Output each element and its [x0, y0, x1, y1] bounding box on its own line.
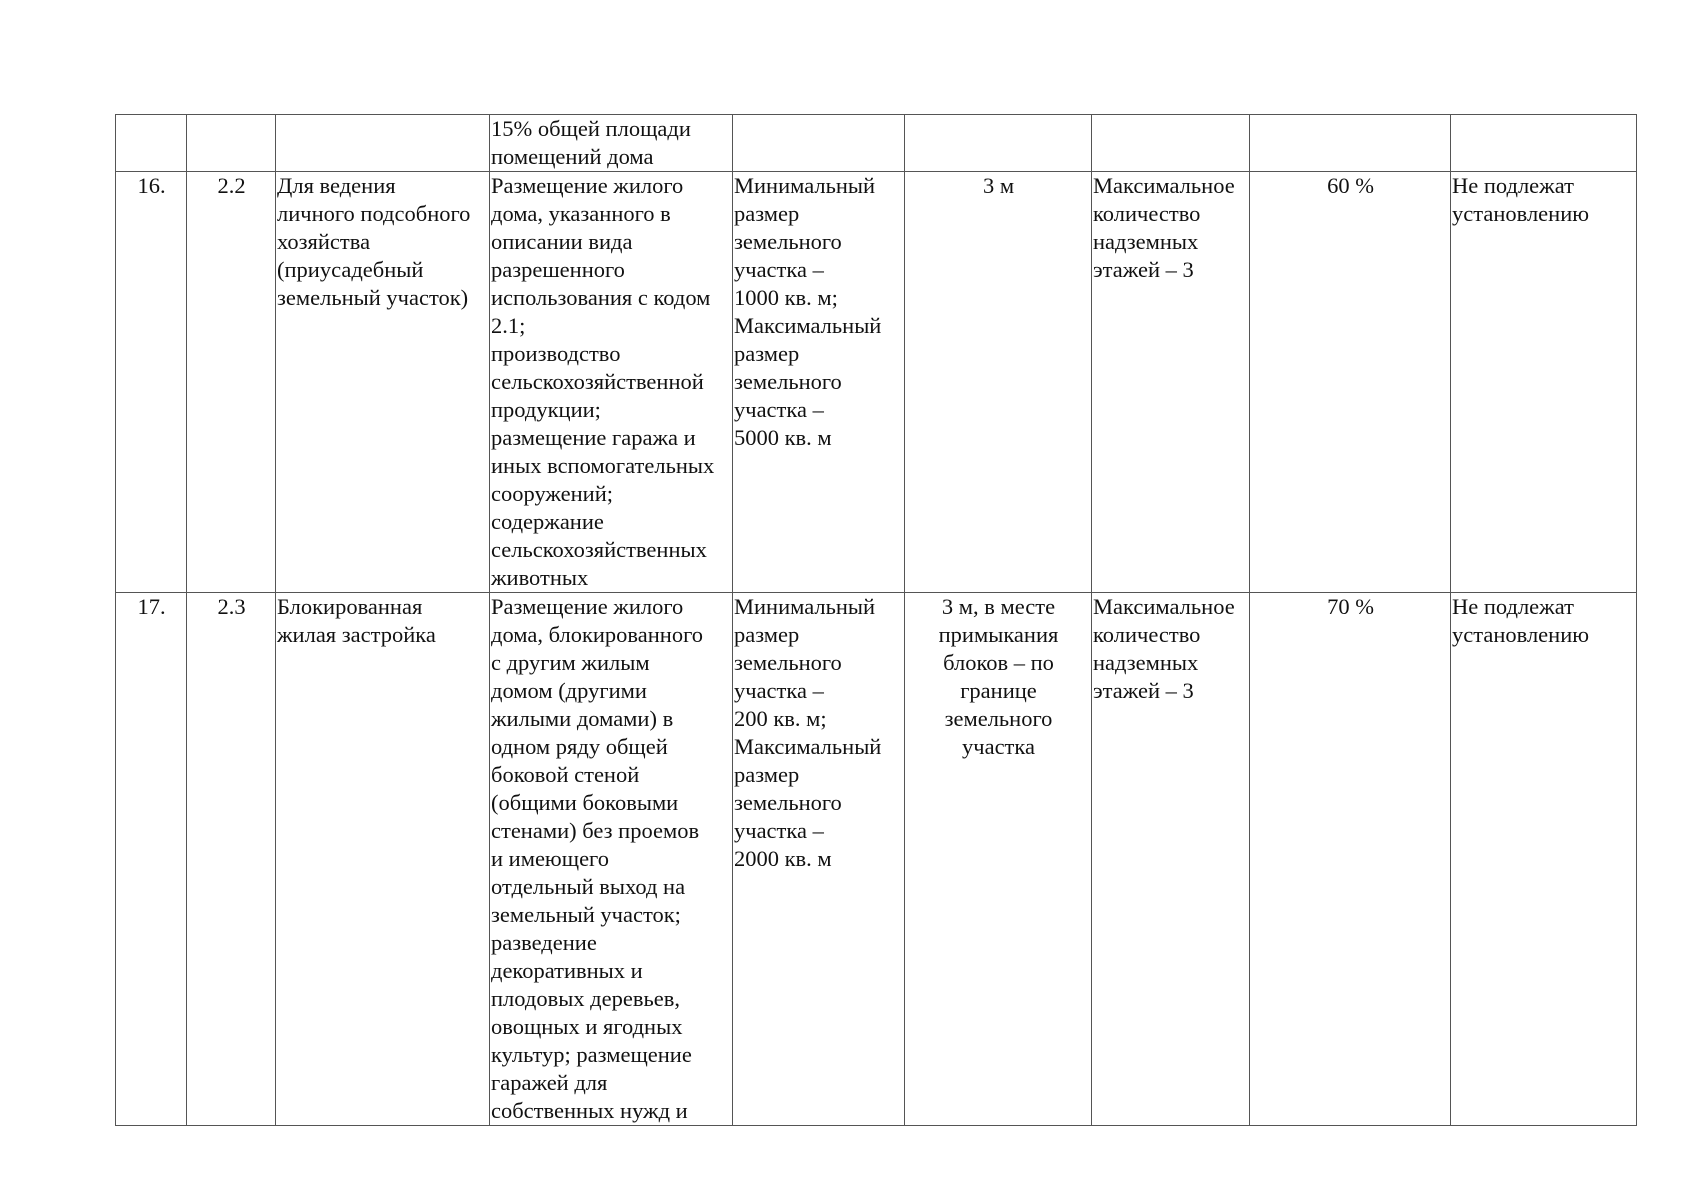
code-cell: 2.2: [187, 172, 276, 593]
restrictions-cell: Не подлежат установлению: [1451, 593, 1637, 1126]
table-row: [116, 593, 1637, 1126]
floors-cell: Максимальное количество надземных этажей – 3: [1092, 172, 1250, 593]
table-row: [116, 172, 1637, 593]
restrictions-cell: [1451, 115, 1637, 172]
use-name-cell: [276, 115, 490, 172]
row-number-cell: 16.: [116, 172, 187, 593]
description-cell: 15% общей площади помещений дома: [490, 115, 733, 172]
row-number-cell: 17.: [116, 593, 187, 1126]
code-cell: [187, 115, 276, 172]
row-number-cell: [116, 115, 187, 172]
description-cell: Размещение жилого дома, блокированного с другим жилым домом (другими жилыми домами) в одном ряду общей боковой стеной (общими боковыми стенами) без проемов и имеющего отдельный выход на земельный участок; разведение декоративных и плодовых деревьев, овощных и ягодных культур; размещение гаражей для собственных нужд и: [490, 593, 733, 1126]
setback-cell: 3 м: [905, 172, 1092, 593]
restrictions-cell: Не подлежат установлению: [1451, 172, 1637, 593]
plot-size-cell: [733, 115, 905, 172]
coverage-cell: 60 %: [1250, 172, 1451, 593]
zoning-table: [115, 114, 1637, 1126]
setback-cell: 3 м, в месте примыкания блоков – по границе земельного участка: [905, 593, 1092, 1126]
code-cell: 2.3: [187, 593, 276, 1126]
setback-cell: [905, 115, 1092, 172]
plot-size-cell: Минимальный размер земельного участка – 1000 кв. м; Максимальный размер земельного участка – 5000 кв. м: [733, 172, 905, 593]
plot-size-cell: Минимальный размер земельного участка – 200 кв. м; Максимальный размер земельного участка – 2000 кв. м: [733, 593, 905, 1126]
use-name-cell: Для ведения личного подсобного хозяйства (приусадебный земельный участок): [276, 172, 490, 593]
floors-cell: [1092, 115, 1250, 172]
coverage-cell: 70 %: [1250, 593, 1451, 1126]
use-name-cell: Блокированная жилая застройка: [276, 593, 490, 1126]
coverage-cell: [1250, 115, 1451, 172]
table-row: [116, 115, 1637, 172]
description-cell: Размещение жилого дома, указанного в описании вида разрешенного использования с кодом 2.1; производство сельскохозяйственной продукции; размещение гаража и иных вспомогательных сооружений; содержание сельскохозяйственных животных: [490, 172, 733, 593]
floors-cell: Максимальное количество надземных этажей – 3: [1092, 593, 1250, 1126]
